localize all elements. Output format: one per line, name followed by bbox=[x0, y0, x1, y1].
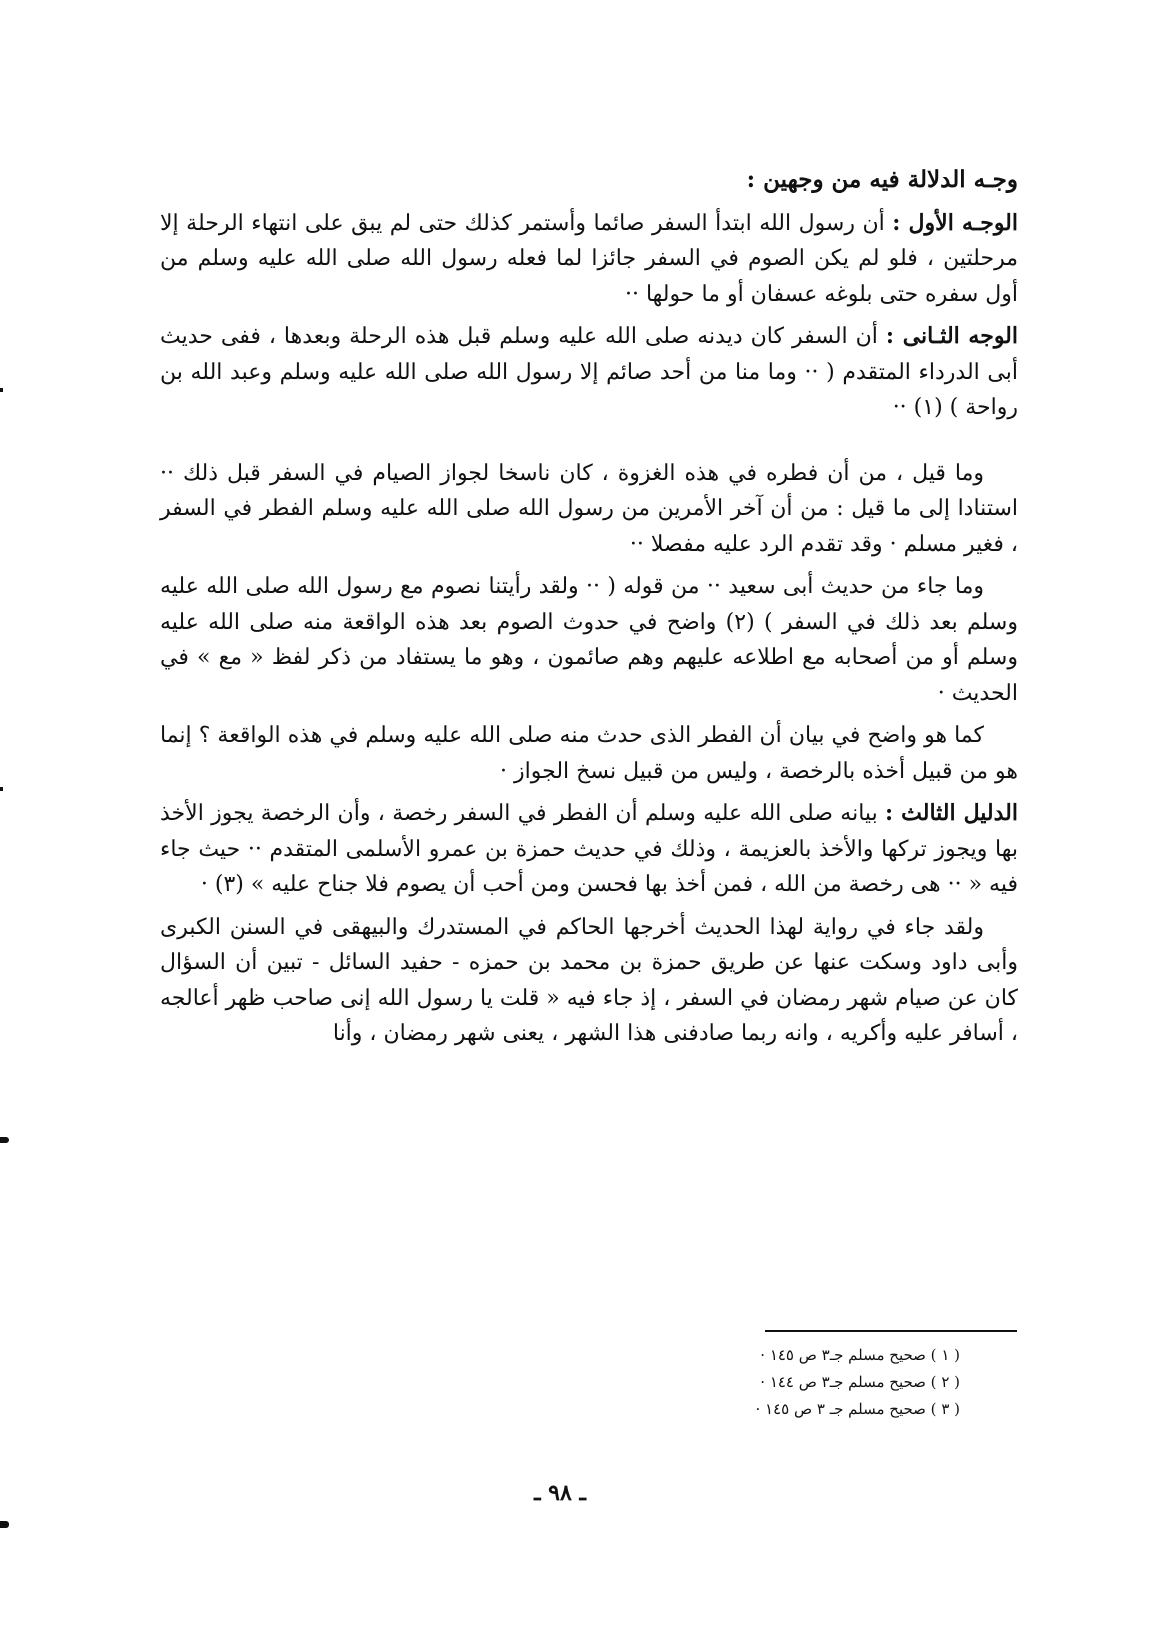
paragraph-text: ولقد جاء في رواية لهذا الحديث أخرجها الحاكم في المستدرك والبيهقى في السنن الكبرى وأبى داود وسكت عنها عن طريق حمزة بن محمد بن حمزه - حفيد السائل - تبين أن السؤال كان عن صيام شهر رمضان في السفر ، إذ جاء فيه « قلت يا رسول الله إنى صاحب ظهر أعالجه ، أسافر عليه وأكريه ، وانه ربما صادفنى هذا الشهر ، يعنى شهر رمضان ، وأنا bbox=[160, 914, 1018, 1046]
footnote-1: ( ١ ) صحيح مسلم جـ٣ ص ١٤٥ · bbox=[760, 1346, 960, 1364]
paragraph-lead: الوجـه الأول : bbox=[892, 209, 1019, 236]
paragraph-text: وما جاء من حديث أبى سعيد ·· من قوله ( ·· ولقد رأيتنا نصوم مع رسول الله صلى الله عليه وسلم بعد ذلك في السفر ) (٢) واضح في حدوث الصوم بعد هذه الواقعة منه صلى الله عليه وسلم أو من أصحابه مع اطلاعه عليهم وهم صائمون ، وهو ما يستفاد من ذكر لفظ « مع » في الحديث · bbox=[160, 574, 1018, 706]
scan-edge-mark bbox=[0, 388, 3, 392]
footnote-divider bbox=[765, 1330, 1017, 1332]
scan-edge-mark bbox=[0, 787, 3, 791]
paragraph-second-aspect bbox=[160, 319, 1018, 426]
paragraph-lead: الوجه الثـانى : bbox=[885, 323, 1018, 349]
scan-edge-mark bbox=[0, 1137, 9, 1143]
paragraph-hakim-narration bbox=[160, 910, 1018, 1052]
page-number: ـ ٩٨ ـ bbox=[534, 1480, 586, 1506]
section-heading: وجـه الدلالة فيه من وجهين : bbox=[746, 166, 1018, 193]
paragraph-abu-said-hadith bbox=[160, 569, 1018, 711]
paragraph-first-aspect bbox=[160, 206, 1018, 313]
page-body bbox=[160, 162, 1018, 1059]
paragraph-abrogation-claim bbox=[160, 456, 1018, 563]
paragraph-lead: الدليل الثالث : bbox=[885, 800, 1018, 826]
paragraph-concession-note bbox=[160, 718, 1018, 789]
footnote-2: ( ٢ ) صحيح مسلم جـ٣ ص ١٤٤ · bbox=[760, 1373, 960, 1391]
footnotes bbox=[640, 1342, 960, 1423]
scan-edge-mark bbox=[0, 1521, 9, 1528]
paragraph-third-evidence bbox=[160, 796, 1018, 903]
paragraph-text: أن السفر كان ديدنه صلى الله عليه وسلم قبل هذه الرحلة وبعدها ، ففى حديث أبى الدرداء المتقدم ( ·· وما منا من أحد صائم إلا رسول الله صلى الله عليه وسلم وعبد الله بن رواحة ) (١) ·· bbox=[160, 324, 1018, 420]
footnote-3: ( ٣ ) صحيح مسلم جـ ٣ ص ١٤٥ · bbox=[755, 1400, 960, 1418]
paragraph-text: كما هو واضح في بيان أن الفطر الذى حدث منه صلى الله عليه وسلم في هذه الواقعة ؟ إنما هو من قبيل أخذه بالرخصة ، وليس من قبيل نسخ الجواز · bbox=[160, 723, 1018, 784]
paragraph-text: أن رسول الله ابتدأ السفر صائما وأستمر كذلك حتى لم يبق على انتهاء الرحلة إلا مرحلتين ، فلو لم يكن الصوم في السفر جائزا لما فعله رسول الله صلى الله عليه وسلم من أول سفره حتى بلوغه عسفان أو ما حولها ·· bbox=[160, 210, 1018, 307]
paragraph-text: وما قيل ، من أن فطره في هذه الغزوة ، كان ناسخا لجواز الصيام في السفر قبل ذلك ·· استنادا إلى ما قيل : من أن آخر الأمرين من رسول الله صلى الله عليه وسلم الفطر في السفر ، فغير مسلم · وقد تقدم الرد عليه مفصلا ·· bbox=[160, 460, 1019, 557]
paragraph-text: بيانه صلى الله عليه وسلم أن الفطر في السفر رخصة ، وأن الرخصة يجوز الأخذ بها ويجوز تركها والأخذ بالعزيمة ، وذلك في حديث حمزة بن عمرو الأسلمى المتقدم ·· حيث جاء فيه « ·· هى رخصة من الله ، فمن أخذ بها فحسن ومن أحب أن يصوم فلا جناح عليه » (٣) · bbox=[160, 801, 1018, 897]
